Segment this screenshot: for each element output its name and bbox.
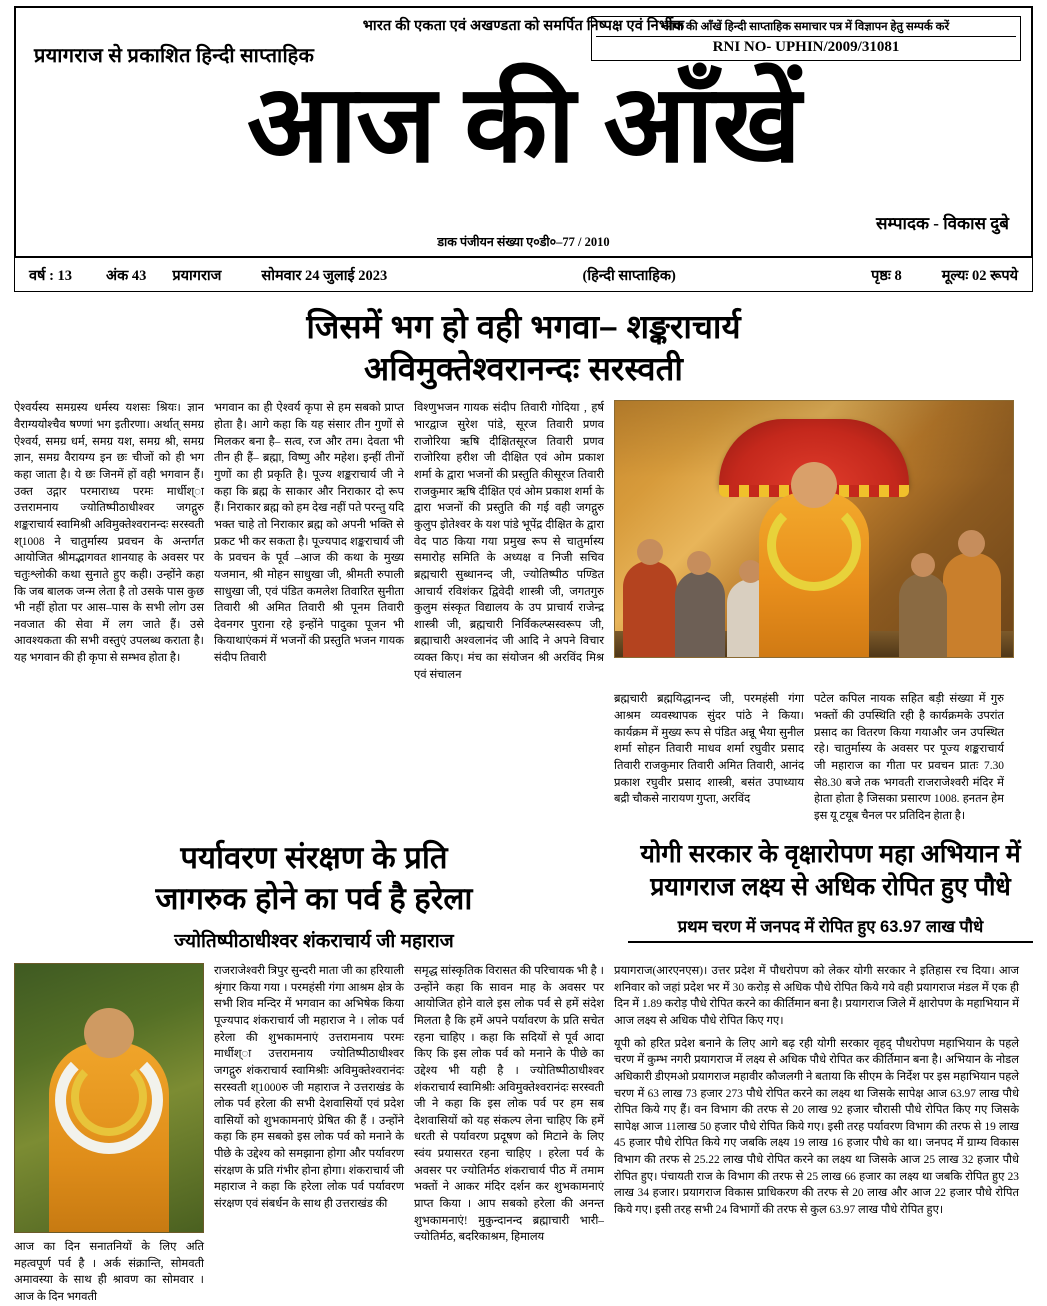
tree-headline-line1: योगी सरकार के वृक्षारोपण महा अभियान में <box>640 840 1021 869</box>
env-subhead: ज्योतिष्पीठाधीश्वर शंकराचार्य जी महाराज <box>174 931 454 953</box>
env-col-1-text: राजराजेश्वरी त्रिपुर सुन्दरी माता जी का हरियाली श्रृंगार किया गया । परमहंसी गंगा आश्रम क्षेत्र के सभी शिव मन्दिर में भगवान का अभिषेक किया पूज्यपाद शंकराचार्य जी महाराज ने । लोक पर्व हरेला की शुभकामनाएं उत्तरामनाय परमः मार्धीश्ा उत्तरामनाय ज्योतिष्पीठाधीश्वर जगद्गुरु शंकराचार्य स्वामिश्रीः अविमुक्तेश्वरानंदः सरस्वती श्1000रु जी महाराज ने उत्तराखंड के लोक पर्व हरेला की सभी देशवासियों एवं प्रदेश वासियों को शुभकामनाएं प्रेषित की हैं । उन्होंने कहा कि हम सबको इस लोक पर्व को मनाने के पीछे के उद्देश्य को समझाना होगा और पर्यावरण संरक्षण के प्रति गंभीर होना होगा। शंकराचार्य जी महाराज ने कहा कि हरेला लोक पर्व पर्यावरण संरक्षण एवं संबर्धन के साथ ही उत्तराखंड की <box>214 965 404 1211</box>
editor-name: सम्पादक - विकास दुबे <box>875 214 1009 233</box>
lead-headline-line2: अविमुक्तेश्वरानन्दः सरस्वती <box>364 350 683 388</box>
person-figure <box>675 571 725 657</box>
shankaracharya-portrait-photo <box>14 963 204 1233</box>
lead-headline-line1: जिसमें भग हो वही भगवा– शङ्कराचार्य <box>306 308 741 345</box>
tree-headline <box>628 838 1033 904</box>
env-headline <box>14 838 614 919</box>
newspaper-title: आज की आँखें <box>246 63 801 184</box>
shankaracharya-event-photo <box>614 400 1014 658</box>
rni-number: RNI NO- UPHIN/2009/31081 <box>712 39 900 55</box>
periodicity-label: (हिन्दी साप्ताहिक) <box>582 267 676 284</box>
env-col-2 <box>414 963 604 1306</box>
marigold-garland-icon <box>71 1058 147 1136</box>
lead-col-2-text: भगवान का ही ऐश्वर्य कृपा से हम सबको प्राप्त होता है। आगे कहा कि यह संसार तीन गुणों से मिलकर बना है– सत्व, रज और तम। देवता भी तीन ही हैं– ब्रह्मा, विष्णु और महेश। इन्हीं तीनों गुणों का ही प्रकृति है। पूज्य शङ्कराचार्य जी ने कहा कि ब्रह्म के साकार और निराकार दो रूप हैं। निराकार ब्रह्म को हम देख नहीं पते परन्तु यदि भक्त चाहे तो निराकार ब्रह्म को अपनी भक्ति से प्रकट भी कर सकता है। पूज्यपाद शङ्कराचार्य जी के प्रवचन के पूर्व –आज की कथा के मुख्य यजमान, श्री मोहन साधुखा जी, श्रीमती रुपाली साधुखा जी, एवं पंडित कमलेश तिवारित सुनीता तिवारी श्री अमित तिवारी श्री पूनम तिवारी देवनगर पुराना रहे इन्होंने पादुका पूजन भी कियाथाएंकमं में भजनों की प्रस्तुति भजन गायक संदीप तिवारी <box>214 402 404 665</box>
env-story-header <box>14 838 614 953</box>
lead-cont-col-2 <box>814 691 1004 824</box>
tree-story-header <box>628 838 1033 953</box>
price-label: मूल्यः 02 रूपये <box>941 267 1019 284</box>
lead-cont-col-1 <box>614 691 804 824</box>
env-photo-column <box>14 963 204 1306</box>
lead-headline <box>14 306 1033 390</box>
env-col-1-footer <box>14 1239 204 1306</box>
env-headline-line2: जागरुक होने का पर्व है हरेला <box>155 880 473 916</box>
tree-subhead: प्रथम चरण में जनपद में रोपित हुए 63.97 लाख पौधे <box>628 914 1033 943</box>
volume-label: वर्ष : 13 <box>29 267 73 284</box>
lead-cont-col-2-text: पटेल कपिल नायक सहित बड़ी संख्या में गुरु भक्तों की उपस्थिति रही है कार्यक्रमके उपरांत प्रसाद का वितरण किया गयाऔर जन उपस्थित रहे। चातुर्मास्य के अवसर पर पूज्य शङ्कराचार्य जी महाराज का गीता पर प्रवचन प्रातः 7.30 से8.30 बजे तक भगवती राजराजेश्वरी मंदिर में हेाता होता है जिसका प्रसारण 1008. हनतन हेम इस यू टयूब चैनल पर प्रतिदिन हेाता है। <box>814 693 1004 822</box>
issue-number: अंक 43 <box>106 267 147 284</box>
lead-cont-col-1-text: ब्रह्मचारी ब्रह्मयिद्धानन्द जी, परमहंसी गंगा आश्रम व्यवस्थापक सुंदर पांठे ने किया। कार्यक्रम में मुख्य रूप से पंडित अन्नू भैया सुनील शर्मा सोहन तिवारी माधव शर्मा रघुवीर प्रसाद तिवारी राजकुमार तिवारी अमित तिवारी, आनंद प्रकाश रघुवीर प्रसाद शास्त्री, बसंत उपाध्याय बद्री चौकसे नारायण गुप्ता, अरविंद <box>614 693 804 806</box>
person-figure <box>943 553 1001 657</box>
env-col-1-footer-text: आज का दिन सनातनियों के लिए अति महत्वपूर्ण पर्व है । अर्क संक्रान्ति, सोमवती अमावस्या के साथ ही श्रावण का सोमवार । आज के दिन भगवती <box>14 1241 204 1303</box>
env-col-2-text: समृद्ध सांस्कृतिक विरासत की परिचायक भी है । उन्होंने कहा कि सावन माह के अवसर पर आयोजित होने वाले इस लोक पर्व से हमें संदेश मिलता है कि हमें अपने पर्यावरण के प्रति सचेत रहना चाहिए । कहा कि सदियों से पूर्व आदा किए कि इस लोक पर्व को मनाने के पीछे का उद्देश्य भी यही है । ज्योतिष्पीठाधीश्वर शंकराचार्य स्वामिश्रीः अविमुक्तेश्वरानंदः सरस्वती जी ने कहा कि इस लोक पर्व पर हम सब देशवासियों को यह संकल्प लेना चाहिए कि हमें धरती से पर्यावरण प्रदूषण को मिटाने के लिए स्वंय प्रयासरत रहना चाहिए । हरेला पर्व के अवसर पर ज्योतिर्मठ शंकराचार्य पीठ में तमाम भक्तों ने आकर मंदिर दर्शन कर शुभकामनाएं प्राप्त किया । आप सबको हरेला की अनन्त शुभकामनाएं! मुकुन्दानन्द ब्रह्माचारी भारी– ज्योतिर्मठ, बदरिकाश्रम, हिमालय <box>414 965 604 1244</box>
issue-info-bar <box>14 258 1033 292</box>
tree-para-2: यूपी को हरित प्रदेश बनाने के लिए आगे बढ़ रही योगी सरकार वृहद् पौधरोपण महाभियान के पहले चरण में कुम्भ नगरी प्रयागराज में लक्ष्य से अधिक पौधे रोपित कर कीर्तिमान बना है। अभियान के नोडल अधिकारी डीएमओ प्रयागराज महावीर कौजलगी ने बताया कि सीएम के निर्देश पर इस महाभियान पहले चरण में 63 लाख 73 हजार 273 पौधे रोपित करने का लक्ष्य था जिसके सापेक्ष आज 63.97 लाख पौधे रोपित किये गए हैं। वन विभाग की तरफ से 20 लाख 92 हजार चौरासी पौधे रोपित किए गए जिसके सापेक्ष आज 11लाख 50 हजार पौधे रोपित किये गए। इसी तरह पर्यावरण विभाग की तरफ से 19 लाख 45 हजार पौधे रोपित किये गए जबकि लक्ष्य 19 लाख 16 हजार पौधे का था। जनपद में ग्राम्य विकास विभाग की तरफ से 25.22 लाख पौधे रोपित करने का लक्ष्य था जिसके आज 25 लाख 32 हजार पौधे रोपित हुए। पंचायती राज के विभाग की तरफ से 25 लाख 66 हजार का लक्ष्य था जबकि रोपित हुए 23 लाख 34 हजार। प्रयागराज विकास प्राधिकरण की तरफ से 20 लाख और आज 22 हजार पौधे रोपित किये गए। इसी तरह सभी 24 विभागों की तरफ से कुल 63.97 लाख पौधे रोपित हुए। <box>614 1037 1019 1217</box>
lead-article-columns <box>14 400 1033 683</box>
lead-col-1-text: ऐश्वर्यस्य समग्रस्य धर्मस्य यशसः श्रियः। ज्ञान वैराग्ययोश्चैव षण्णां भग इतीरणा। अर्थात् समग्र ऐश्वर्य, समग्र धर्म, समग्र यश, समग्र श्री, समग्र ज्ञान, समग्र वैरायग्य इन छः चीजों को ही भग कहा जाता है। ये छः जिनमें हों वही भगवान हैं। उक्त उद्गार परमाराध्य परमः मार्धीश्ा उत्तरामनाय ज्योतिष्पीठाधीश्वर जगद्गुरु शङ्कराचार्य स्वामिश्री अविमुक्तेश्वरानन्दः सरस्वती श्1008 ने चातुर्मास्य प्रवचन के अन्तर्गत आयोजित श्रीमद्भागवत शानयाह के अवसर पर चतुःश्लोकी कथा सुनाते हुए कही। उन्होंने कहा कि जब बालक जन्म लेता है तो उसके पास कुछ भी नहीं होता पर आस–पास के सभी लोग उस नवजात की सेवा में लग जाते हैं। उसे आवश्यकता की सभी वस्तुएं उपलब्ध कराता है। यह भगवान की ही कृपा से सम्भव होता है। <box>14 402 204 665</box>
person-figure <box>623 561 677 657</box>
tree-story-body <box>614 963 1019 1306</box>
masthead-tagline: भारत की एकता एवं अखण्डता को समर्पित निष्पक्ष एवं निर्भीक <box>362 18 685 34</box>
env-col-1 <box>214 963 404 1306</box>
masthead <box>14 6 1033 258</box>
registration-number: डाक पंजीयन संख्या ए०डी०–77 / 2010 <box>437 235 610 249</box>
page-count: पृष्ठः 8 <box>871 267 902 284</box>
bottom-section <box>14 963 1033 1306</box>
person-figure <box>899 573 947 657</box>
masthead-subtitle: प्रयागराज से प्रकाशित हिन्दी साप्ताहिक <box>34 45 315 67</box>
rni-box <box>591 16 1021 61</box>
lead-col-2 <box>214 400 404 683</box>
tree-para-1: प्रयागराज(आरएनएस)। उत्तर प्रदेश में पौधरोपण को लेकर योगी सरकार ने इतिहास रच दिया। आज शनिवार को जहां प्रदेश भर में 30 करोड़ से अधिक पौधे रोपित किये गये वही प्रयागराज मंडल में एक ही दिन में 1.89 करोड़ पौधे रोपित करने का कीर्तिमान बना है। प्रयागराज जिले में क्षारोपण के महाभियान में आज लक्ष्य से अधिक पौधे रोपित किए गए। <box>614 965 1019 1027</box>
lead-col-3-text: विश्णुभजन गायक संदीप तिवारी गोदिया , हर्ष भारद्वाज सुरेश पांडे, सूरज तिवारी प्रणव राजोरिया ऋषि दीक्षितसूरज तिवारी प्रणव राजोरिया हरीश जी दीक्षित एवं ओम प्रकाश शर्मा के द्वारा भजनों की प्रस्तुति कीसूरज तिवारी राजकुमार ऋषि दीक्षित एवं ओम प्रकाश शर्मा के द्वारा भजनों की प्रस्तुति की गई वही जगद्गुरु कुलुप इोतेश्वर के यश पांडे भूपेंद्र दीक्षित के द्वारा वेद पाठ किया गया प्रमुख रूप से चातुर्मास्य समारोह समिति के अध्यक्ष व निजी सचिव ब्रह्मचारी सुब्धानन्द जी, ज्योतिष्पीठ पण्डित आचार्य रविशंकर द्विवेदी शास्त्री जी, जगतगुरु कुलुम संस्कृत विद्यालय के उप प्राचार्य राजेन्द्र शास्त्री जी, ब्रह्मचारी निर्विकल्प्सस्वरूप जी, ब्रह्माचारी अश्वलानंद जी आदि ने अपने विचार व्यक्त किए। मंच का संयोजन श्री अरविंद मिश्र एवं संचालन <box>414 402 604 681</box>
ad-contact-note: आज की आँखें हिन्दी साप्ताहिक समाचार पत्र में विज्ञापन हेतु सम्पर्क करें <box>596 19 1016 37</box>
date-label: सोमवार 24 जुलाई 2023 <box>261 267 388 284</box>
secondary-headlines <box>14 838 1033 953</box>
env-headline-line1: पर्यावरण संरक्षण के प्रति <box>180 840 448 876</box>
lead-photo-column <box>614 400 1014 683</box>
lead-col-3 <box>414 400 604 683</box>
lead-col-1 <box>14 400 204 683</box>
tree-headline-line2: प्रयागराज लक्ष्य से अधिक रोपित हुए पौधे <box>650 873 1011 902</box>
place-label: प्रयागराज <box>172 267 222 284</box>
garland-icon <box>767 499 861 591</box>
lead-continuation-columns <box>14 691 1033 824</box>
